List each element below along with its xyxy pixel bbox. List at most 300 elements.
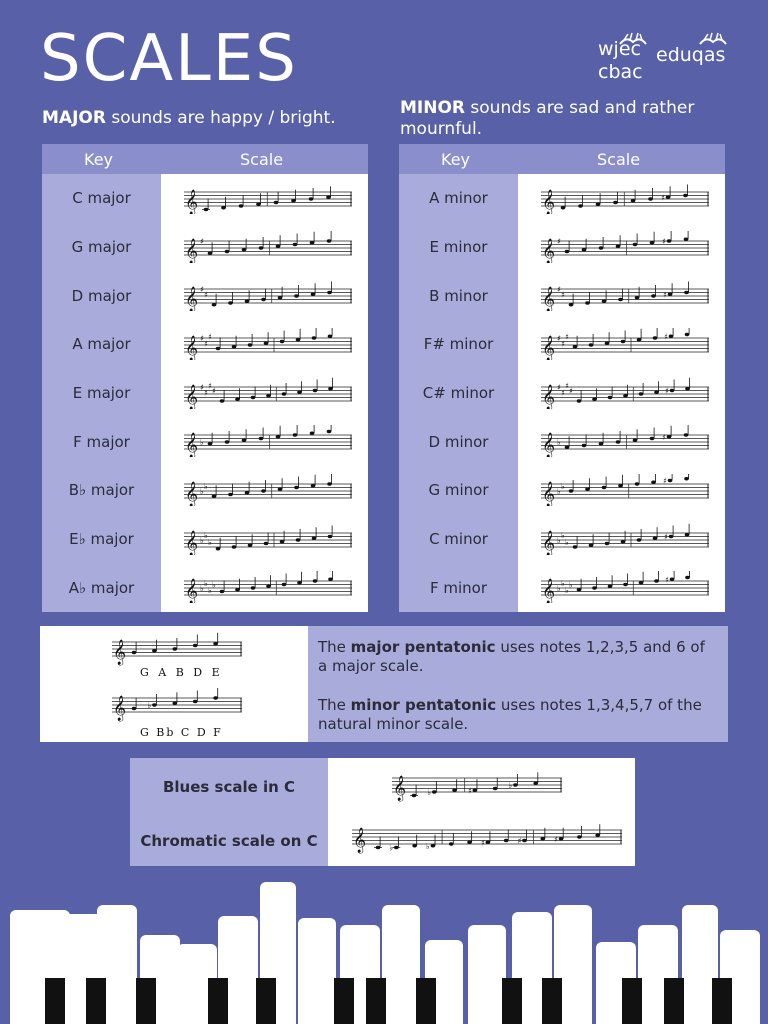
note	[635, 296, 640, 299]
svg-text:♯: ♯	[200, 236, 204, 246]
note	[220, 399, 225, 402]
note	[684, 237, 689, 240]
svg-text:♯: ♯	[661, 193, 665, 203]
note	[266, 394, 271, 397]
svg-text:♭: ♭	[200, 535, 204, 545]
note	[684, 477, 689, 480]
svg-text:♯: ♯	[569, 386, 573, 396]
treble-clef-icon: 𝄞	[353, 828, 367, 853]
blues-chromatic-panel	[130, 758, 635, 866]
logo-eduqas: eduqas	[656, 44, 726, 66]
note	[132, 707, 137, 710]
piano-white-key	[298, 918, 336, 1024]
note	[449, 842, 454, 845]
note	[173, 647, 178, 650]
wjec-eduqas-logo	[598, 30, 738, 82]
note	[274, 201, 279, 204]
note	[328, 335, 333, 338]
note	[585, 488, 590, 491]
note	[309, 197, 314, 200]
note	[259, 246, 264, 249]
scale-notation	[541, 571, 709, 603]
note	[631, 199, 636, 202]
svg-text:♯: ♯	[561, 387, 565, 397]
treble-clef-icon: 𝄞	[542, 433, 556, 458]
note	[310, 432, 315, 435]
note	[216, 547, 221, 550]
piano-white-key	[468, 925, 506, 1024]
note	[327, 291, 332, 294]
note	[245, 300, 250, 303]
treble-clef-icon: 𝄞	[542, 336, 556, 360]
scale-key-name: F major	[73, 432, 130, 451]
note	[452, 789, 457, 792]
scale-notation	[541, 328, 709, 360]
svg-text:♭: ♭	[561, 481, 565, 491]
note	[327, 482, 332, 485]
svg-text:♭: ♭	[200, 584, 204, 594]
note	[294, 486, 299, 489]
note	[670, 578, 675, 581]
note	[297, 581, 302, 584]
piano-black-key	[542, 978, 562, 1024]
svg-text:♯: ♯	[561, 339, 565, 349]
note	[669, 335, 674, 338]
table-row	[42, 563, 368, 612]
note	[291, 199, 296, 202]
treble-clef-icon: 𝄞	[542, 287, 556, 312]
piano-black-key	[502, 978, 522, 1024]
svg-text:♭: ♭	[204, 530, 208, 540]
note	[577, 399, 582, 402]
note	[278, 296, 283, 299]
note	[296, 338, 301, 341]
piano-black-key	[136, 978, 156, 1024]
note	[561, 206, 566, 209]
header-scale: Scale	[597, 150, 641, 169]
note	[633, 439, 638, 442]
svg-text:♯: ♯	[665, 386, 669, 396]
svg-text:♯: ♯	[557, 382, 561, 392]
book-icon	[618, 32, 648, 46]
table-row	[42, 223, 368, 272]
note	[242, 248, 247, 251]
table-row	[42, 417, 368, 466]
minor-scales-table	[399, 144, 725, 612]
scale-notation	[541, 182, 709, 214]
piano-black-key	[334, 978, 354, 1024]
svg-text:♭: ♭	[565, 586, 569, 596]
piano-black-key	[256, 978, 276, 1024]
note	[635, 482, 640, 485]
note	[683, 194, 688, 197]
svg-text:♭: ♭	[204, 481, 208, 491]
note	[577, 835, 582, 838]
table-row	[399, 320, 725, 369]
note	[616, 441, 621, 444]
note	[251, 395, 256, 398]
note	[667, 435, 672, 438]
svg-text:♭: ♭	[561, 530, 565, 540]
svg-text:♯: ♯	[554, 834, 558, 844]
note	[213, 696, 218, 699]
logo-wjec: wjec	[598, 38, 641, 60]
note	[278, 488, 283, 491]
note	[513, 783, 518, 786]
note	[653, 536, 658, 539]
note	[639, 581, 644, 584]
note	[235, 397, 240, 400]
note	[261, 489, 266, 492]
svg-text:♯: ♯	[664, 332, 668, 342]
note	[152, 703, 157, 706]
svg-text:♭: ♭	[427, 788, 432, 797]
logo-cbac: cbac	[598, 61, 643, 83]
scale-notation	[184, 279, 352, 311]
scale-key-name: F minor	[429, 578, 488, 597]
scale-key-name: C# minor	[422, 384, 495, 402]
svg-text:♯: ♯	[200, 285, 204, 295]
note	[326, 196, 331, 199]
note	[232, 345, 237, 348]
note	[621, 340, 626, 343]
scale-key-name: D minor	[428, 432, 489, 451]
major-pentatonic-notes: G A B D E	[140, 666, 223, 679]
page-title: SCALES	[40, 22, 298, 96]
svg-text:♯: ♯	[517, 836, 522, 846]
svg-text:♯: ♯	[561, 290, 565, 300]
treble-clef-icon: 𝄞	[185, 530, 199, 555]
note	[582, 248, 587, 251]
note	[225, 441, 230, 444]
note	[669, 534, 674, 537]
treble-clef-icon: 𝄞	[542, 384, 556, 409]
note	[235, 588, 240, 591]
svg-text:♭: ♭	[557, 487, 561, 496]
table-row	[399, 223, 725, 272]
note	[297, 390, 302, 393]
note	[293, 434, 298, 437]
note	[486, 841, 491, 844]
svg-text:♭: ♭	[208, 537, 212, 547]
note	[565, 446, 570, 449]
note	[637, 338, 642, 341]
note	[504, 839, 509, 842]
minor-pentatonic-text: The minor pentatonic uses notes 1,3,4,5,7 of the natural minor scale.	[318, 696, 702, 733]
note	[589, 343, 594, 346]
note	[152, 649, 157, 652]
note	[228, 302, 233, 305]
scale-notation	[184, 523, 352, 555]
note	[522, 839, 527, 842]
piano-black-key	[366, 978, 386, 1024]
treble-clef-icon: 𝄞	[185, 384, 199, 409]
note	[328, 534, 333, 537]
piano-black-key	[45, 978, 65, 1024]
svg-text:♭: ♭	[425, 841, 430, 851]
treble-clef-icon: 𝄞	[542, 579, 556, 604]
note	[595, 834, 600, 837]
note	[533, 782, 538, 785]
piano-black-key	[208, 978, 228, 1024]
svg-text:♯: ♯	[557, 285, 561, 295]
note	[248, 543, 253, 546]
svg-text:♭: ♭	[569, 580, 573, 590]
svg-text:♯: ♯	[480, 838, 485, 848]
note	[685, 576, 690, 579]
note	[651, 295, 656, 298]
note	[667, 239, 672, 242]
treble-clef-icon: 𝄞	[185, 579, 199, 604]
scale-notation	[541, 231, 709, 263]
major-scales-table	[42, 144, 368, 612]
note	[540, 837, 545, 840]
svg-text:♭: ♭	[204, 579, 208, 589]
note	[653, 336, 658, 339]
table-row	[399, 417, 725, 466]
svg-text:♭: ♭	[557, 584, 561, 594]
note	[618, 298, 623, 301]
svg-text:♭: ♭	[557, 438, 561, 448]
table-row	[42, 369, 368, 418]
note	[559, 837, 564, 840]
note	[493, 787, 498, 790]
table-header	[399, 144, 725, 174]
note	[431, 844, 436, 847]
blues-scale-label: Blues scale in C	[162, 778, 296, 796]
note	[650, 241, 655, 244]
svg-text:♭: ♭	[212, 580, 216, 590]
svg-text:♯: ♯	[565, 380, 569, 390]
scale-notation	[541, 279, 709, 311]
scale-key-name: A major	[72, 335, 131, 354]
treble-clef-icon: 𝄞	[185, 482, 199, 506]
svg-text:♭: ♭	[389, 843, 394, 853]
note	[685, 333, 690, 336]
scale-key-name: C major	[72, 189, 131, 208]
note	[248, 343, 253, 346]
note	[296, 538, 301, 541]
svg-text:♭: ♭	[208, 586, 212, 596]
minor-intro: MINOR sounds are sad and rather mournful.	[400, 98, 695, 139]
table-row	[399, 369, 725, 418]
note	[668, 479, 673, 482]
svg-text:♯: ♯	[212, 386, 216, 396]
note	[592, 587, 597, 590]
note	[599, 442, 604, 445]
note	[193, 644, 198, 647]
note	[293, 242, 298, 245]
note	[605, 342, 610, 345]
note	[280, 340, 285, 343]
note	[602, 300, 607, 303]
scale-key-name: E major	[72, 384, 131, 402]
note	[565, 249, 570, 252]
note	[213, 642, 218, 645]
chromatic-scale-staff	[352, 818, 622, 860]
scale-notation	[184, 474, 352, 506]
note	[216, 347, 221, 350]
note	[232, 545, 237, 548]
note	[239, 204, 244, 207]
table-row	[399, 466, 725, 515]
note	[276, 244, 281, 247]
note	[208, 442, 213, 445]
note	[621, 540, 626, 543]
table-row	[42, 174, 368, 223]
scale-labels	[130, 758, 328, 866]
note	[599, 246, 604, 249]
svg-text:♭: ♭	[200, 487, 204, 496]
treble-clef-icon: 𝄞	[393, 776, 407, 801]
scale-notation	[541, 377, 709, 409]
note	[251, 587, 256, 590]
note	[592, 397, 597, 400]
note	[573, 545, 578, 548]
svg-text:♯: ♯	[663, 290, 667, 300]
header-scale: Scale	[240, 150, 284, 169]
scale-key-name: D major	[71, 286, 132, 305]
major-intro: MAJOR sounds are happy / bright.	[42, 108, 336, 128]
table-row	[42, 515, 368, 564]
piano-black-key	[664, 978, 684, 1024]
note	[637, 538, 642, 541]
treble-clef-icon: 𝄞	[185, 287, 199, 312]
svg-text:♯: ♯	[663, 476, 667, 486]
blues-scale-staff	[392, 766, 562, 808]
scale-notation	[184, 182, 352, 214]
svg-text:♯: ♯	[662, 236, 666, 246]
piano-black-key	[622, 978, 642, 1024]
note	[266, 585, 271, 588]
note	[670, 388, 675, 391]
note	[173, 702, 178, 705]
svg-text:♯: ♯	[467, 786, 472, 796]
note	[685, 533, 690, 536]
note	[432, 790, 437, 793]
svg-text:♯: ♯	[208, 380, 212, 390]
note	[328, 578, 333, 581]
note	[212, 303, 217, 306]
scale-notation	[184, 328, 352, 360]
note	[242, 439, 247, 442]
note	[650, 437, 655, 440]
pentatonic-panel	[40, 626, 728, 742]
note	[589, 543, 594, 546]
note	[228, 493, 233, 496]
note	[259, 437, 264, 440]
table-row	[399, 174, 725, 223]
treble-clef-icon: 𝄞	[113, 640, 127, 665]
note	[605, 541, 610, 544]
note	[245, 491, 250, 494]
note	[582, 444, 587, 447]
scale-key-name: A minor	[429, 189, 488, 208]
minor-pentatonic-staff	[112, 688, 242, 728]
table-row	[399, 563, 725, 612]
note	[596, 203, 601, 206]
note	[220, 590, 225, 593]
note	[327, 430, 332, 433]
note	[573, 345, 578, 348]
treble-clef-icon: 𝄞	[542, 190, 556, 214]
note	[473, 789, 478, 792]
treble-clef-icon: 𝄞	[185, 433, 199, 458]
note	[264, 541, 269, 544]
note	[578, 204, 583, 207]
note	[132, 651, 137, 654]
note	[577, 588, 582, 591]
piano-black-key	[86, 978, 106, 1024]
chromatic-scale-label: Chromatic scale on C	[140, 832, 318, 850]
scale-notation	[541, 425, 709, 457]
note	[312, 536, 317, 539]
treble-clef-icon: 𝄞	[113, 696, 127, 721]
svg-text:♯: ♯	[204, 290, 208, 300]
svg-text:♭: ♭	[561, 579, 565, 589]
note	[613, 201, 618, 204]
piano-white-key	[382, 905, 420, 1024]
svg-text:♯: ♯	[204, 339, 208, 349]
note	[221, 206, 226, 209]
note	[282, 583, 287, 586]
piano-black-key	[712, 978, 732, 1024]
note	[684, 291, 689, 294]
note	[623, 583, 628, 586]
note	[280, 540, 285, 543]
note	[608, 585, 613, 588]
note	[467, 841, 472, 844]
note	[654, 580, 659, 583]
note	[648, 197, 653, 200]
table-row	[42, 320, 368, 369]
note	[569, 303, 574, 306]
note	[264, 342, 269, 345]
scale-key-name: B♭ major	[68, 481, 135, 500]
note	[256, 203, 261, 206]
note	[282, 392, 287, 395]
note	[328, 387, 333, 390]
note	[310, 241, 315, 244]
scale-key-name: A♭ major	[68, 578, 135, 597]
note	[294, 295, 299, 298]
note	[225, 249, 230, 252]
svg-text:♯: ♯	[204, 387, 208, 397]
note	[651, 481, 656, 484]
scale-key-name: G minor	[428, 481, 489, 500]
note	[276, 435, 281, 438]
scale-notation	[184, 231, 352, 263]
svg-text:♯: ♯	[565, 332, 569, 342]
treble-clef-icon: 𝄞	[542, 238, 556, 263]
scale-notation	[541, 474, 709, 506]
svg-text:♭: ♭	[147, 701, 152, 710]
note	[313, 388, 318, 391]
note	[685, 387, 690, 390]
minor-pentatonic-notes: G Bb C D F	[140, 726, 223, 739]
svg-text:♭: ♭	[508, 781, 513, 790]
treble-clef-icon: 𝄞	[542, 482, 556, 506]
note	[602, 486, 607, 489]
piano-keys-decoration	[0, 870, 768, 1024]
scale-key-name: E minor	[429, 238, 488, 256]
note	[569, 489, 574, 492]
svg-text:♯: ♯	[557, 334, 561, 343]
scale-key-name: C minor	[429, 530, 488, 548]
svg-text:♯: ♯	[557, 236, 561, 246]
treble-clef-icon: 𝄞	[185, 238, 199, 263]
note	[311, 484, 316, 487]
